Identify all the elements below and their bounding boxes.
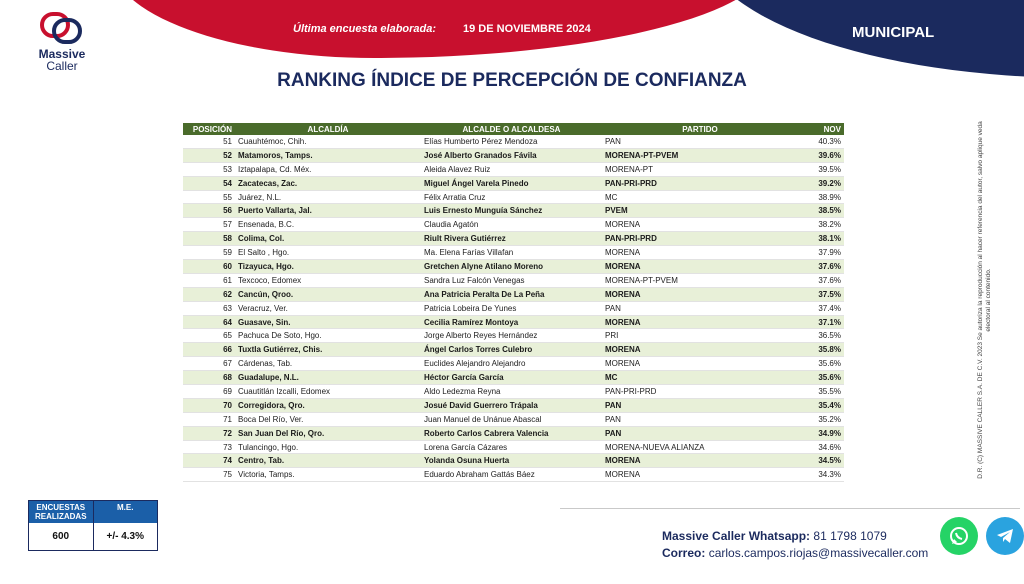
cell-position: 67 <box>183 357 235 371</box>
cell-mayor: Lorena García Cázares <box>421 440 602 454</box>
whatsapp-label: Massive Caller Whatsapp: <box>662 529 811 543</box>
table-row <box>183 426 844 440</box>
cell-municipality: Cárdenas, Tab. <box>235 357 421 371</box>
table-row <box>183 162 844 176</box>
cell-position: 70 <box>183 398 235 412</box>
cell-municipality: Corregidora, Qro. <box>235 398 421 412</box>
cell-nov: 37.1% <box>798 315 844 329</box>
table-row <box>183 260 844 274</box>
table-row <box>183 398 844 412</box>
brand-logo <box>28 12 96 72</box>
cell-municipality: Veracruz, Ver. <box>235 301 421 315</box>
cell-nov: 34.3% <box>798 468 844 482</box>
cell-municipality: Matamoros, Tamps. <box>235 148 421 162</box>
cell-nov: 35.6% <box>798 357 844 371</box>
cell-municipality: Pachuca De Soto, Hgo. <box>235 329 421 343</box>
stats-me-label: M.E. <box>93 501 158 523</box>
table-row <box>183 218 844 232</box>
cell-position: 60 <box>183 260 235 274</box>
table-row <box>183 454 844 468</box>
cell-nov: 40.3% <box>798 135 844 148</box>
cell-position: 56 <box>183 204 235 218</box>
cell-mayor: Yolanda Osuna Huerta <box>421 454 602 468</box>
email-link[interactable]: carlos.campos.riojas@massivecaller.com <box>708 546 929 560</box>
cell-municipality: Victoria, Tamps. <box>235 468 421 482</box>
cell-position: 71 <box>183 412 235 426</box>
cell-nov: 34.6% <box>798 440 844 454</box>
col-municipality: ALCALDÍA <box>235 123 421 135</box>
col-party: PARTIDO <box>602 123 798 135</box>
table-row <box>183 190 844 204</box>
cell-party: MORENA <box>602 218 798 232</box>
cell-position: 52 <box>183 148 235 162</box>
cell-nov: 38.2% <box>798 218 844 232</box>
cell-mayor: Luis Ernesto Munguía Sánchez <box>421 204 602 218</box>
cell-municipality: Tulancingo, Hgo. <box>235 440 421 454</box>
cell-municipality: Guadalupe, N.L. <box>235 371 421 385</box>
cell-mayor: Euclides Alejandro Alejandro <box>421 357 602 371</box>
table-row <box>183 412 844 426</box>
whatsapp-icon[interactable] <box>940 517 978 555</box>
cell-mayor: Miguel Ángel Varela Pinedo <box>421 176 602 190</box>
table-row <box>183 357 844 371</box>
cell-nov: 38.5% <box>798 204 844 218</box>
table-row <box>183 385 844 399</box>
cell-mayor: Ma. Elena Farías Villafan <box>421 246 602 260</box>
cell-position: 66 <box>183 343 235 357</box>
cell-party: MORENA <box>602 260 798 274</box>
cell-position: 64 <box>183 315 235 329</box>
cell-nov: 37.6% <box>798 260 844 274</box>
table-row <box>183 301 844 315</box>
cell-position: 61 <box>183 273 235 287</box>
cell-mayor: Sandra Luz Falcón Venegas <box>421 273 602 287</box>
cell-party: MORENA-PT-PVEM <box>602 273 798 287</box>
cell-mayor: Jorge Alberto Reyes Hernández <box>421 329 602 343</box>
cell-party: MORENA-NUEVA ALIANZA <box>602 440 798 454</box>
cell-party: MORENA <box>602 287 798 301</box>
cell-municipality: Guasave, Sin. <box>235 315 421 329</box>
cell-municipality: Cuauhtémoc, Chih. <box>235 135 421 148</box>
cell-mayor: Riult Rivera Gutiérrez <box>421 232 602 246</box>
table-header-row <box>183 123 844 135</box>
cell-municipality: Colima, Col. <box>235 232 421 246</box>
cell-municipality: Juárez, N.L. <box>235 190 421 204</box>
cell-position: 53 <box>183 162 235 176</box>
cell-party: MORENA <box>602 246 798 260</box>
cell-nov: 35.2% <box>798 412 844 426</box>
cell-municipality: Tizayuca, Hgo. <box>235 260 421 274</box>
cell-position: 62 <box>183 287 235 301</box>
cell-position: 57 <box>183 218 235 232</box>
email-label: Correo: <box>662 546 706 560</box>
cell-position: 75 <box>183 468 235 482</box>
ranking-table-body <box>183 135 844 482</box>
table-row <box>183 204 844 218</box>
cell-party: PAN-PRI-PRD <box>602 385 798 399</box>
cell-party: MORENA <box>602 315 798 329</box>
cell-nov: 37.9% <box>798 246 844 260</box>
cell-nov: 35.5% <box>798 385 844 399</box>
cell-nov: 34.5% <box>798 454 844 468</box>
footer-divider <box>560 508 1020 509</box>
cell-nov: 37.6% <box>798 273 844 287</box>
cell-position: 58 <box>183 232 235 246</box>
cell-municipality: Centro, Tab. <box>235 454 421 468</box>
table-row <box>183 329 844 343</box>
cell-nov: 36.5% <box>798 329 844 343</box>
table-row <box>183 135 844 148</box>
header-banner-red <box>110 0 770 58</box>
cell-position: 68 <box>183 371 235 385</box>
cell-party: MC <box>602 190 798 204</box>
cell-municipality: Cuautitlán Izcalli, Edomex <box>235 385 421 399</box>
scope-label: MUNICIPAL <box>852 24 935 41</box>
cell-position: 59 <box>183 246 235 260</box>
cell-party: MC <box>602 371 798 385</box>
cell-party: MORENA <box>602 454 798 468</box>
stats-surveys-label: ENCUESTAS REALIZADAS <box>34 503 87 521</box>
brand-line1: Massive <box>38 47 86 61</box>
copyright-note: D.R. (C) MASSIVE CALLER S.A. DE C.V. 2023 Se autoriza la reproducción al hacer referencia del autor, salvo aplique veda electoral al contenido. <box>977 121 992 479</box>
cell-party: MORENA-PT-PVEM <box>602 148 798 162</box>
cell-nov: 35.6% <box>798 371 844 385</box>
col-position: POSICIÓN <box>183 123 235 135</box>
cell-municipality: Cancún, Qroo. <box>235 287 421 301</box>
col-mayor: ALCALDE O ALCALDESA <box>421 123 602 135</box>
cell-municipality: Boca Del Río, Ver. <box>235 412 421 426</box>
cell-party: PVEM <box>602 204 798 218</box>
table-row <box>183 148 844 162</box>
cell-mayor: Aleida Alavez Ruiz <box>421 162 602 176</box>
stats-box <box>28 500 158 551</box>
cell-party: PAN <box>602 412 798 426</box>
cell-position: 63 <box>183 301 235 315</box>
survey-label: Última encuesta elaborada: <box>293 23 437 35</box>
col-nov: NOV <box>798 123 844 135</box>
cell-nov: 37.5% <box>798 287 844 301</box>
cell-mayor: Ana Patricia Peralta De La Peña <box>421 287 602 301</box>
cell-position: 55 <box>183 190 235 204</box>
cell-nov: 34.9% <box>798 426 844 440</box>
cell-municipality: Tuxtla Gutiérrez, Chis. <box>235 343 421 357</box>
cell-party: PRI <box>602 329 798 343</box>
cell-mayor: Roberto Carlos Cabrera Valencia <box>421 426 602 440</box>
cell-party: PAN-PRI-PRD <box>602 232 798 246</box>
table-row <box>183 232 844 246</box>
table-row <box>183 287 844 301</box>
cell-position: 51 <box>183 135 235 148</box>
ranking-table <box>183 123 844 482</box>
cell-mayor: Aldo Ledezma Reyna <box>421 385 602 399</box>
cell-nov: 39.6% <box>798 148 844 162</box>
cell-nov: 37.4% <box>798 301 844 315</box>
cell-municipality: Zacatecas, Zac. <box>235 176 421 190</box>
cell-mayor: José Alberto Granados Fávila <box>421 148 602 162</box>
survey-date: 19 DE NOVIEMBRE 2024 <box>463 23 591 35</box>
cell-nov: 39.5% <box>798 162 844 176</box>
cell-mayor: Héctor García García <box>421 371 602 385</box>
cell-mayor: Elías Humberto Pérez Mendoza <box>421 135 602 148</box>
cell-mayor: Josué David Guerrero Trápala <box>421 398 602 412</box>
cell-nov: 38.1% <box>798 232 844 246</box>
cell-nov: 35.4% <box>798 398 844 412</box>
cell-mayor: Ángel Carlos Torres Culebro <box>421 343 602 357</box>
table-row <box>183 246 844 260</box>
table-row <box>183 273 844 287</box>
cell-mayor: Gretchen Alyne Atilano Moreno <box>421 260 602 274</box>
cell-nov: 38.9% <box>798 190 844 204</box>
cell-party: MORENA <box>602 343 798 357</box>
cell-position: 72 <box>183 426 235 440</box>
cell-municipality: El Salto , Hgo. <box>235 246 421 260</box>
table-row <box>183 440 844 454</box>
cell-party: PAN-PRI-PRD <box>602 176 798 190</box>
cell-party: MORENA <box>602 468 798 482</box>
cell-mayor: Cecilia Ramírez Montoya <box>421 315 602 329</box>
telegram-icon[interactable] <box>986 517 1024 555</box>
stats-surveys-value: 600 <box>52 531 70 542</box>
contact-info <box>662 528 928 562</box>
cell-position: 69 <box>183 385 235 399</box>
cell-position: 73 <box>183 440 235 454</box>
cell-municipality: Texcoco, Edomex <box>235 273 421 287</box>
page-title: RANKING ÍNDICE DE PERCEPCIÓN DE CONFIANZA <box>277 70 747 91</box>
cell-party: MORENA <box>602 357 798 371</box>
cell-municipality: San Juan Del Río, Qro. <box>235 426 421 440</box>
cell-party: PAN <box>602 135 798 148</box>
cell-party: MORENA-PT <box>602 162 798 176</box>
table-row <box>183 176 844 190</box>
cell-position: 54 <box>183 176 235 190</box>
cell-party: PAN <box>602 301 798 315</box>
table-row <box>183 371 844 385</box>
table-row <box>183 468 844 482</box>
table-row <box>183 343 844 357</box>
cell-mayor: Félix Arratia Cruz <box>421 190 602 204</box>
table-row <box>183 315 844 329</box>
cell-municipality: Puerto Vallarta, Jal. <box>235 204 421 218</box>
whatsapp-number[interactable]: 81 1798 1079 <box>813 529 887 543</box>
cell-mayor: Juan Manuel de Unánue Abascal <box>421 412 602 426</box>
stats-me-value: +/- 4.3% <box>93 523 158 550</box>
cell-position: 65 <box>183 329 235 343</box>
cell-mayor: Patricia Lobeira De Yunes <box>421 301 602 315</box>
cell-nov: 35.8% <box>798 343 844 357</box>
cell-municipality: Iztapalapa, Cd. Méx. <box>235 162 421 176</box>
cell-nov: 39.2% <box>798 176 844 190</box>
cell-mayor: Claudia Agatón <box>421 218 602 232</box>
cell-municipality: Ensenada, B.C. <box>235 218 421 232</box>
cell-party: PAN <box>602 398 798 412</box>
cell-position: 74 <box>183 454 235 468</box>
cell-party: PAN <box>602 426 798 440</box>
logo-icon <box>40 12 84 46</box>
cell-mayor: Eduardo Abraham Gattás Báez <box>421 468 602 482</box>
brand-line2: Caller <box>46 59 78 73</box>
